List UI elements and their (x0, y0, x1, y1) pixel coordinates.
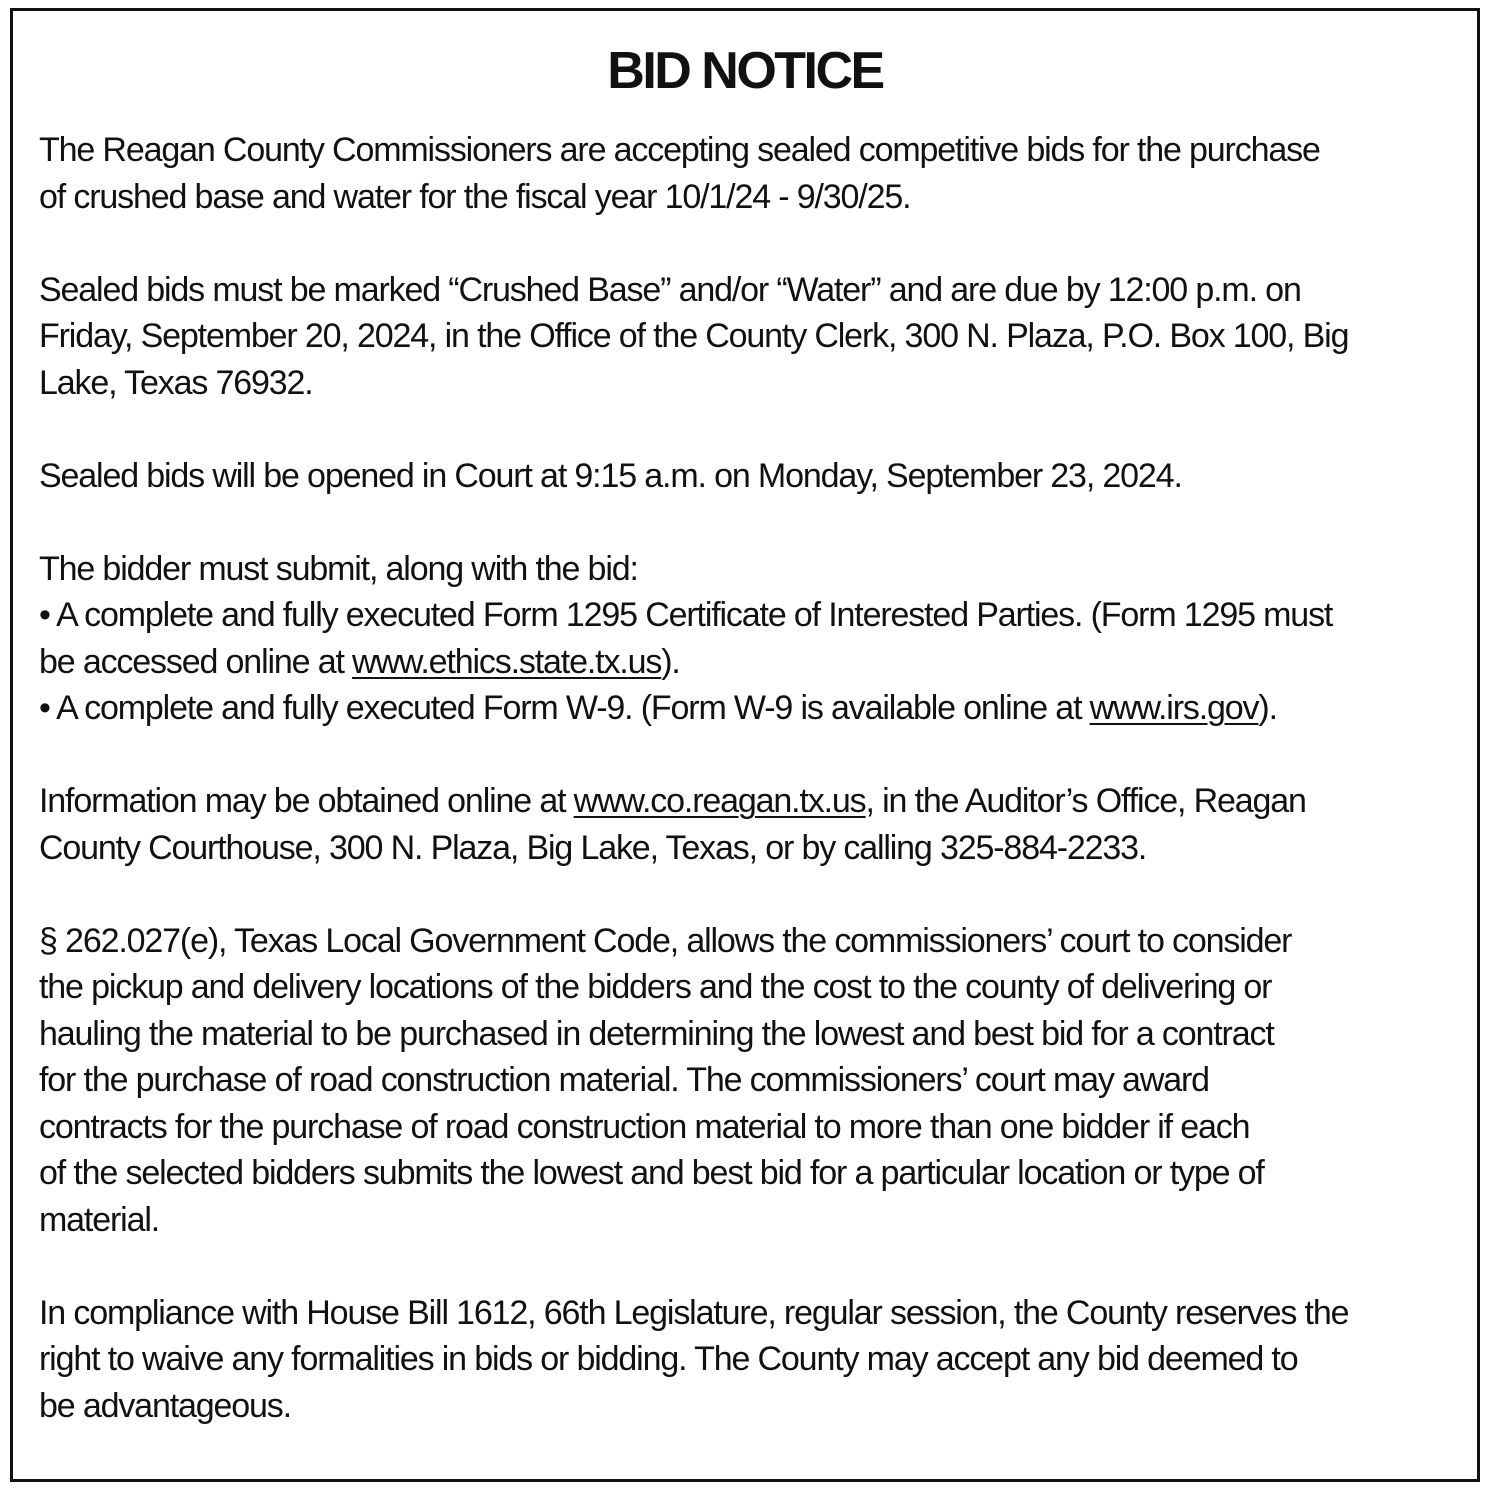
text-segment: Information may be obtained online at (39, 782, 574, 820)
text-line (39, 639, 1451, 686)
text-line: of the selected bidders submits the lowest and best bid for a particular location or type of (39, 1154, 1264, 1192)
text-line: Sealed bids must be marked “Crushed Base” and/or “Water” and are due by 12:00 p.m. on (39, 270, 1301, 309)
notice-title: BID NOTICE (607, 42, 883, 100)
text-segment: ). (1258, 689, 1277, 727)
text-segment: ). (661, 642, 680, 681)
text-line: material. (39, 1200, 160, 1239)
text-line: The Reagan County Commissioners are accepting sealed competitive bids for the purchase (39, 131, 1320, 169)
paragraph-deadline (39, 267, 1451, 407)
text-line: hauling the material to be purchased in determining the lowest and best bid for a contract (39, 1014, 1274, 1053)
text-line: be advantageous. (39, 1386, 291, 1425)
text-segment: , in the Auditor’s Office, Reagan (865, 782, 1306, 820)
text-line: Lake, Texas 76932. (39, 363, 313, 402)
text-line: for the purchase of road construction material. The commissioners’ court may award (39, 1061, 1209, 1099)
text-segment: be accessed online at (39, 642, 353, 681)
text-line: of crushed base and water for the fiscal year 10/1/24 - 9/30/25. (39, 177, 911, 216)
text-line: In compliance with House Bill 1612, 66th Legislature, regular session, the County reserves the (39, 1293, 1349, 1332)
bid-notice (10, 8, 1480, 1482)
paragraph-requirements (39, 546, 1451, 732)
paragraph-information (39, 778, 1451, 871)
text-line: contracts for the purchase of road construction material to more than one bidder if each (39, 1107, 1250, 1146)
irs-link[interactable]: www.irs.gov (1089, 689, 1259, 727)
county-website-link[interactable]: www.co.reagan.tx.us (573, 782, 866, 820)
ethics-link[interactable]: www.ethics.state.tx.us (352, 642, 662, 681)
text-line: Friday, September 20, 2024, in the Office of the County Clerk, 300 N. Plaza, P.O. Box 100, Big (39, 317, 1349, 355)
paragraph-compliance (39, 1290, 1451, 1430)
text-segment: • A complete and fully executed Form W-9. (Form W-9 is available online at (39, 689, 1090, 727)
text-line: County Courthouse, 300 N. Plaza, Big Lake, Texas, or by calling 325-884-2233. (39, 828, 1147, 867)
text-line: Sealed bids will be opened in Court at 9:15 a.m. on Monday, September 23, 2024. (39, 456, 1182, 495)
text-line (39, 685, 1451, 732)
text-line: right to waive any formalities in bids or bidding. The County may accept any bid deemed to (39, 1340, 1298, 1378)
text-line (39, 778, 1451, 825)
paragraph-intro (39, 127, 1451, 220)
paragraph-opening (39, 453, 1451, 500)
text-line: the pickup and delivery locations of the bidders and the cost to the county of delivering or (39, 968, 1272, 1006)
text-line: The bidder must submit, along with the bid: (39, 549, 638, 588)
text-line: § 262.027(e), Texas Local Government Code, allows the commissioners’ court to consider (39, 921, 1292, 960)
paragraph-government-code (39, 918, 1451, 1244)
text-line: • A complete and fully executed Form 1295 Certificate of Interested Parties. (Form 1295 must (39, 596, 1333, 634)
